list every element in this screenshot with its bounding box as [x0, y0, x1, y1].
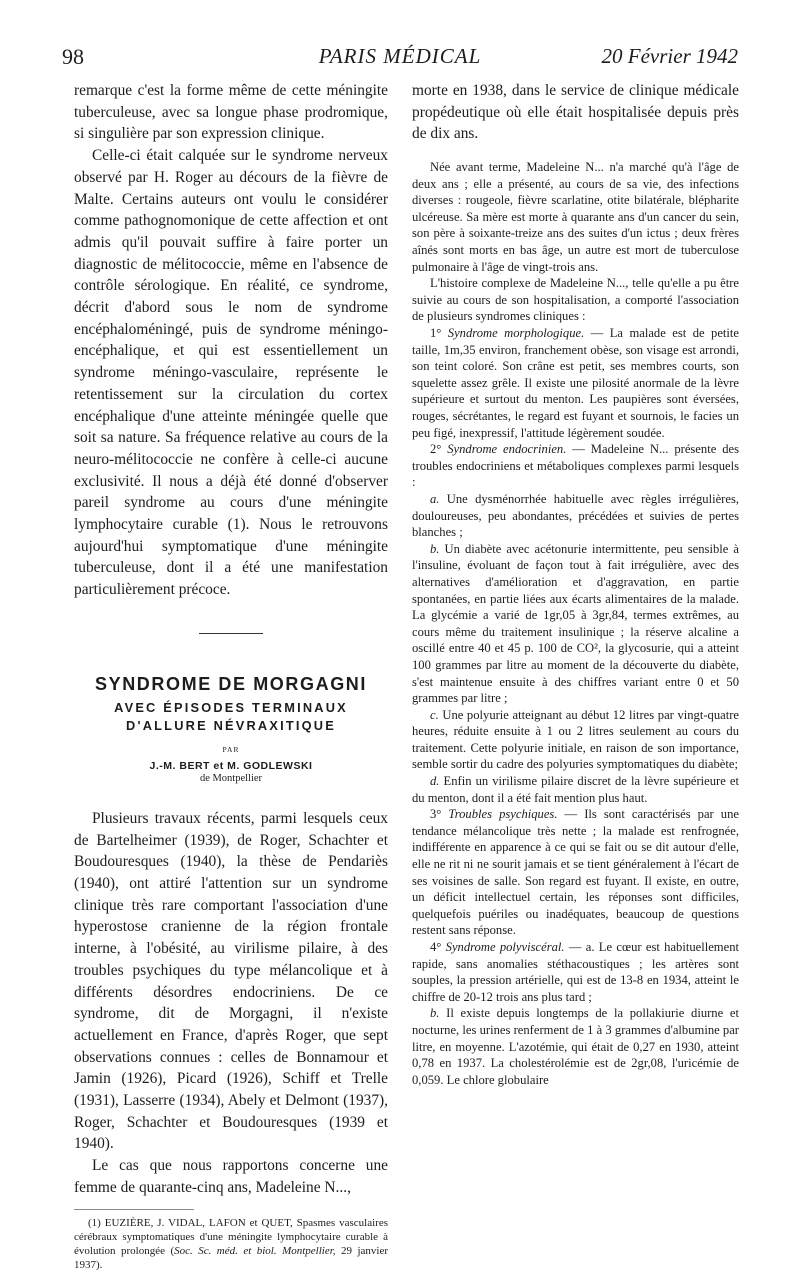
article-title: SYNDROME DE MORGAGNI — [94, 673, 367, 694]
left-paragraph-1: remarque c'est la forme même de cette méningite tuberculeuse, avec sa longue phase prodromique, si singulière par son expression clinique. — [74, 82, 388, 143]
issue-date: 20 Février 1942 — [601, 44, 738, 68]
author-affiliation: de Montpellier — [199, 772, 263, 784]
polyvisceral-syndrome: 4° Syndrome polyviscéral. — a. Le cœur est habituellement rapide, sans anomalies stéthacoustiques ; les artères sont souples, la pression artérielle, qui est de 13-8 en 1934, atteint le chiffre de 20-12 trois ans plus tard ; — [412, 940, 739, 1004]
left-paragraph-2: Celle-ci était calquée sur le syndrome nerveux observé par H. Roger au décours de la fièvre de Malte. Certains auteurs ont voulu le considérer comme pathognomonique de cette affection et ont admis qu'il pouvait suffire à faire porter un diagnostic de mélitococcie, même en l'absence de contrôle sérologique. En réalité, ce syndrome, décrit d'abord sous le nom de syndrome encéphaloméningé, puis de syndrome méningo-encéphalique, et qui est essentiellement un syndrome méningo-vasculaire, représente le retentissement sur la circulation du cortex encéphalique d'une atteinte méningée quelle que soit sa nature. Sa fréquence relative au cours de la neuro-mélitococcie ne confère à celle-ci aucune exclusivité. Il nous a déjà été donné d'observer pareil syndrome au cours d'une méningite lymphocytaire curable (1). Nous le retrouvons aujourd'hui symptomatique d'une méningite tuberculeuse, dont il a été une manifestation particulièrement précoce. — [74, 147, 388, 599]
right-paragraph-1: morte en 1938, dans le service de clinique médicale propédeutique où elle était hospitalisée depuis près de dix ans. — [412, 82, 739, 143]
footnote-rule — [74, 1209, 194, 1210]
article-authors: J.-M. BERT et M. GODLEWSKI — [149, 759, 313, 772]
case-history-summary: L'histoire complexe de Madeleine N..., telle qu'elle a pu être suivie au cours de son hospitalisation, a comporté l'association de plusieurs syndromes cliniques : — [412, 276, 739, 324]
polyvisceral-item-b: b. Il existe depuis longtemps de la pollakiurie diurne et nocturne, les urines renferment de 1 à 3 grammes d'albumine par litre, en moyenne. L'azotémie, qui était de 0,27 en 1930, atteint 0,78 en 1937. La cholestérolémie est de 2gr,08, l'uricémie de 0,059. Le chlore globulaire — [412, 1006, 739, 1087]
endocrine-item-d: d. Enfin un virilisme pilaire discret de la lèvre supérieure et du menton, dont il a été fait mention plus haut. — [412, 774, 739, 805]
right-column — [412, 80, 739, 1088]
section-divider — [199, 633, 263, 634]
psychic-disorders: 3° Troubles psychiques. — Ils sont caractérisés par une tendance mélancolique très nette ; la malade est renfrognée, indifférente en apparence à ce qui se fait ou se dit autour d'elle, elle ne rit ni ne sourit jamais et se tient généralement à l'écart de ses voisines de salle. Son regard est fuyant. Il existe, en outre, un déficit intellectuel certain, les réponses sont difficiles, quelquefois puériles ou inadéquates, beaucoup de questions restent sans réponse. — [412, 807, 739, 938]
running-header — [62, 44, 738, 74]
left-paragraph-3: Plusieurs travaux récents, parmi lesquels ceux de Bartelheimer (1939), de Roger, Schachter et Boudouresques (1940), la thèse de Pendariès (1940), ont attiré l'attention sur un syndrome clinique très rare comportant l'association d'une hyperostose cranienne de la région frontale interne, à l'obésité, au virilisme pilaire, à des troubles psychiques du type mélancolique et à différents désordres endocriniens. De ce syndrome, dit de Morgagni, il n'existe actuellement en France, d'après Roger, que sept observations connues : celles de Bonnamour et Jamin (1926), Picard (1926), Schiff et Trelle (1931), Lasserre (1934), Abely et Delmont (1937), Roger, Schachter et Boudouresques (1939 et 1940). — [74, 809, 388, 1153]
morphological-syndrome: 1° Syndrome morphologique. — La malade est de petite taille, 1m,35 environ, franchement obèse, son visage est arrondi, son teint coloré. Son crâne est petit, ses membres courts, son squelette assez grêle. Il existe une pilosité anormale de la lèvre supérieure et surtout du menton. Les paupières sont éversées, rouges, sécrétantes, le regard est fuyant et sournois, le facies un peu figé, inexpressif, l'attitude légèrement soudée. — [412, 326, 739, 440]
endocrine-item-a: a. Une dysménorrhée habituelle avec règles irrégulières, douloureuses, peu abondantes, précédées et suivies de pertes blanches ; — [412, 491, 739, 540]
article-subtitle-2: D'ALLURE NÉVRAXITIQUE — [126, 717, 336, 733]
case-history-intro: Née avant terme, Madeleine N... n'a marché qu'à l'âge de deux ans ; elle a présenté, au cours de sa vie, des infections diverses : rougeole, fièvre scarlatine, otite bilatérale, blépharite ulcéreuse. Sa mère est morte à quarante ans d'un cancer du sein, son père à soixante-treize ans des suites d'un ictus ; deux frères aînés sont morts en bas âge, un autre est mort de tuberculose pulmonaire à l'âge de vingt-trois ans. — [412, 160, 739, 274]
endocrine-item-b: b. Un diabète avec acétonurie intermittente, peu sensible à l'insuline, évoluant de façon tout à fait irrégulière, avec des alternatives d'amélioration et d'aggravation, en partie spontanées, en partie liées aux écarts alimentaires de la malade. La glycémie a varié de 1gr,05 à 3gr,84, termes extrêmes, au cours même du traitement insulinique ; la réserve alcaline a oscillé entre 40 et 45 p. 100 de CO², la glycosurie, qui a atteint 100 grammes par litre au moment de la découverte du diabète, s'est maintenue ensuite à des chiffres variant entre 0 et 50 grammes par litre ; — [412, 541, 739, 706]
journal-title: PARIS MÉDICAL — [318, 44, 482, 68]
endocrine-syndrome: 2° Syndrome endocrinien. — Madeleine N... présente des troubles endocriniens et métaboliques complexes parmi lesquels : — [412, 442, 739, 490]
left-paragraph-4: Le cas que nous rapportons concerne une femme de quarante-cinq ans, Madeleine N..., — [74, 1157, 388, 1196]
endocrine-item-c: c. Une polyurie atteignant au début 12 litres par vingt-quatre heures, réduite ensuite à 1 ou 2 litres seulement au cours du traitement. Cette polyurie initiale, en raison de son importance, semble sortir du cadre des polyuries symptomatiques du diabète; — [412, 707, 739, 772]
article-subtitle-1: AVEC ÉPISODES TERMINAUX — [114, 699, 348, 715]
page-number: 98 — [62, 44, 84, 69]
byline-par: PAR — [222, 744, 240, 754]
footnote: (1) EUZIÈRE, J. VIDAL, LAFON et QUET, Spasmes vasculaires cérébraux symptomatiques d'une méningite lymphocytaire curable à évolution prolongée (Soc. Sc. méd. et biol. Montpellier, 29 janvier 1937). — [74, 1216, 388, 1271]
left-column — [74, 80, 388, 1272]
